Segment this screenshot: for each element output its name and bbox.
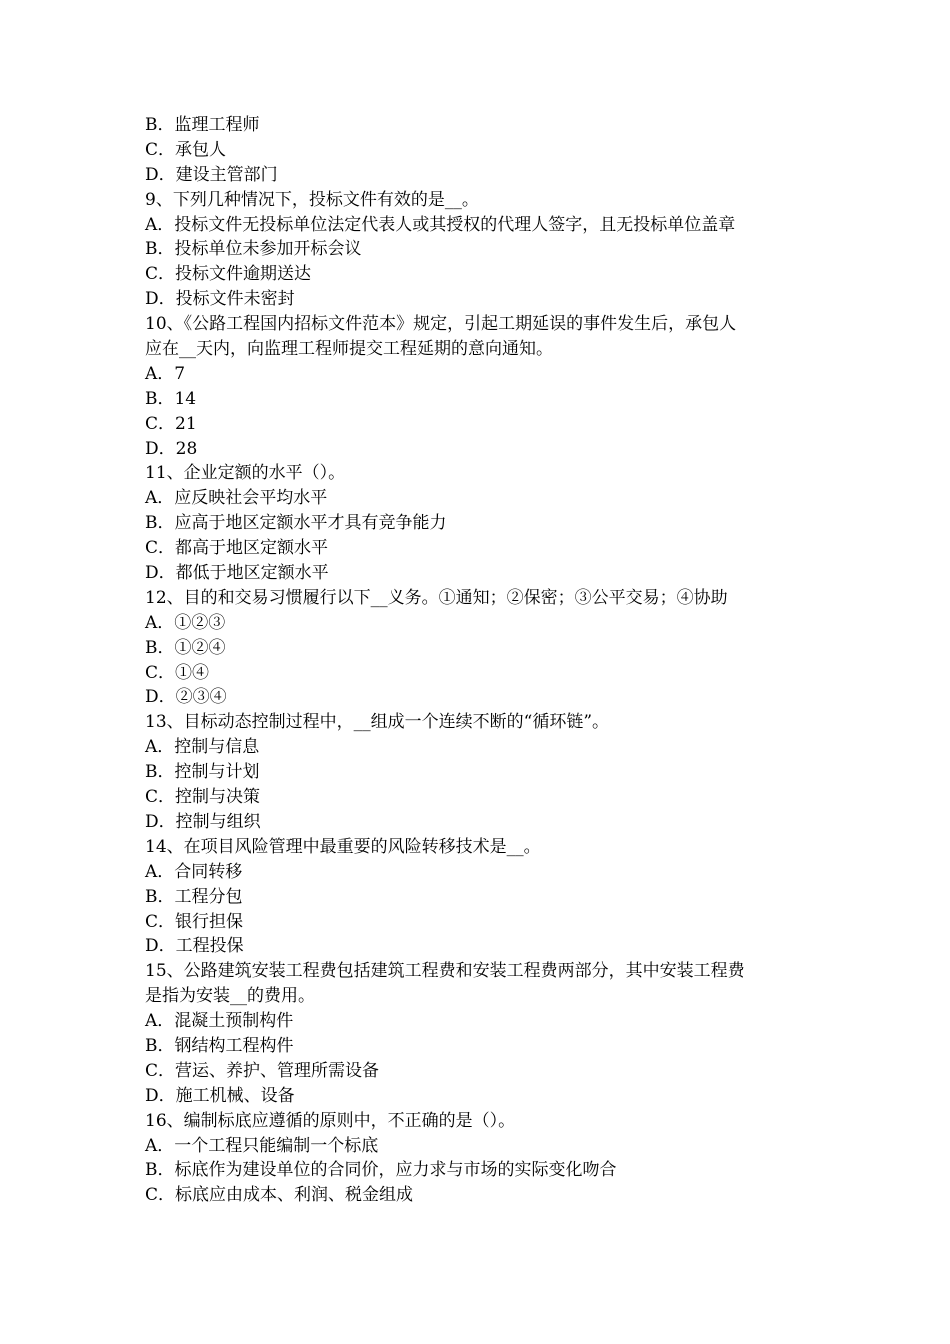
option-line: A．应反映社会平均水平 [145,488,328,509]
option-line: A．控制与信息 [145,737,260,758]
option-line: B．控制与计划 [145,762,260,783]
question-line: 应在__天内，向监理工程师提交工程延期的意向通知。 [145,339,553,360]
option-line: B．投标单位未参加开标会议 [145,239,362,260]
option-line: C．21 [145,413,197,434]
option-line: C．①④ [145,662,210,683]
option-line: C．投标文件逾期送达 [145,264,312,285]
option-line: B．应高于地区定额水平才具有竞争能力 [145,513,447,534]
question-line: 12、目的和交易习惯履行以下__义务。①通知；②保密；③公平交易；④协助 [145,587,728,608]
option-line: D．工程投保 [145,936,244,957]
option-line: A．7 [145,363,186,384]
option-line: C．银行担保 [145,911,244,932]
question-line: 10、《公路工程国内招标文件范本》规定，引起工期延误的事件发生后，承包人 [145,314,737,335]
option-line: B．①②④ [145,637,226,658]
option-line: B．14 [145,388,197,409]
question-line: 16、编制标底应遵循的原则中，不正确的是（）。 [145,1110,516,1131]
question-line: 11、企业定额的水平（）。 [145,463,346,484]
option-line: A．合同转移 [145,861,243,882]
question-line: 13、目标动态控制过程中，__组成一个连续不断的“循环链”。 [145,712,610,733]
option-line: B．工程分包 [145,886,243,907]
option-line: A．一个工程只能编制一个标底 [145,1135,379,1156]
option-line: D．都低于地区定额水平 [145,563,329,584]
option-line: A．①②③ [145,612,226,633]
option-line: B．监理工程师 [145,115,260,135]
option-line: D．建设主管部门 [145,164,278,185]
option-line: A．混凝土预制构件 [145,1011,294,1032]
option-line: D．控制与组织 [145,811,261,832]
option-line: D．投标文件未密封 [145,289,295,310]
option-line: D．施工机械、设备 [145,1085,295,1106]
option-line: C．营运、养护、管理所需设备 [145,1060,380,1081]
option-line: C．标底应由成本、利润、税金组成 [145,1185,414,1206]
question-line: 15、公路建筑安装工程费包括建筑工程费和安装工程费两部分，其中安装工程费 [145,961,745,982]
option-line: C．承包人 [145,139,227,160]
option-line: D．②③④ [145,687,227,708]
question-line: 是指为安装__的费用。 [145,986,315,1007]
option-line: C．都高于地区定额水平 [145,538,329,559]
option-line: C．控制与决策 [145,787,261,808]
option-line: B．钢结构工程构件 [145,1035,294,1056]
question-line: 9、下列几种情况下，投标文件有效的是__。 [145,189,479,210]
option-line: B．标底作为建设单位的合同价，应力求与市场的实际变化吻合 [145,1160,617,1181]
option-line: D．28 [145,438,198,459]
question-line: 14、在项目风险管理中最重要的风险转移技术是__。 [145,836,541,857]
document-page [145,113,815,1208]
option-line: A．投标文件无投标单位法定代表人或其授权的代理人签字，且无投标单位盖章 [145,214,736,235]
